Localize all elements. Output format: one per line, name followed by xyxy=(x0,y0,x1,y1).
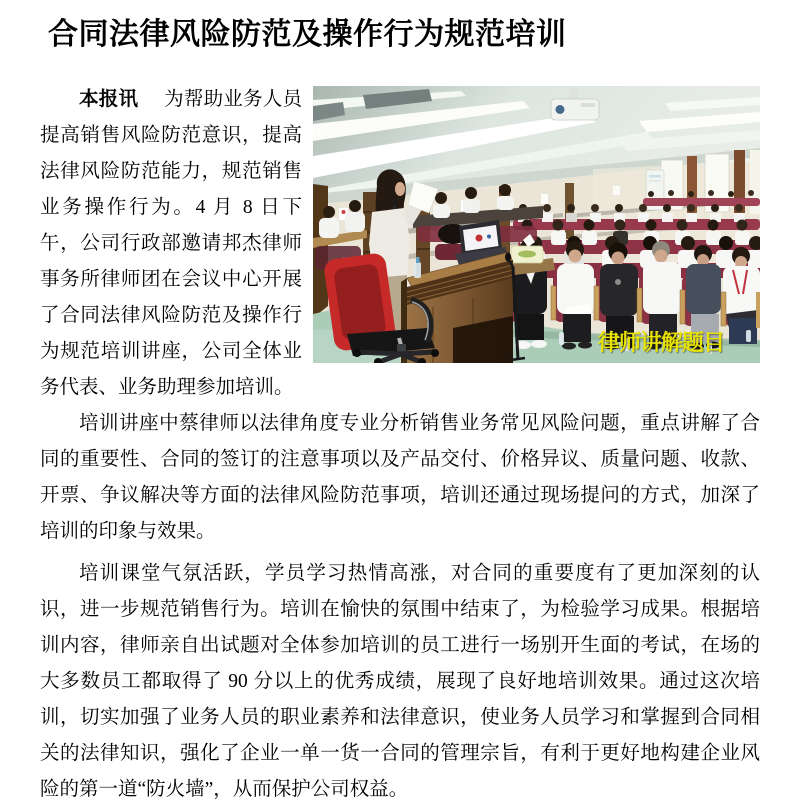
article-body xyxy=(40,82,760,808)
page-title: 合同法律风险防范及操作行为规范培训 xyxy=(48,18,567,51)
paragraph-lead: 本报讯 xyxy=(79,89,139,110)
article-paragraph-1 xyxy=(40,82,760,406)
paragraph-1-text: 为帮助业务人员提高销售风险防范意识，提高法律风险防范能力，规范销售业务操作行为。4 月 8 日下午，公司行政部邀请邦杰律师事务所律师团在会议中心开展了合同法律风险防范及操作行为规范培训讲座，公司全体业务代表、业务助理参加培训。 xyxy=(40,89,302,398)
lecture-hall-illustration xyxy=(313,86,760,363)
photo-caption: 律师讲解题目 xyxy=(597,330,724,355)
article-paragraph-2: 培训讲座中蔡律师以法律角度专业分析销售业务常见风险问题，重点讲解了合同的重要性、合同的签订的注意事项以及产品交付、价格异议、质量问题、收款、开票、争议解决等方面的法律风险防范事项，培训还通过现场提问的方式，加深了培训的印象与效果。 xyxy=(40,413,760,542)
training-photo xyxy=(313,86,760,363)
article-paragraph-3: 培训课堂气氛活跃，学员学习热情高涨，对合同的重要度有了更加深刻的认识，进一步规范销售行为。培训在愉快的氛围中结束了，为检验学习成果。根据培训内容，律师亲自出试题对全体参加培训的员工进行一场别开生面的考试，在场的大多数员工都取得了 90 分以上的优秀成绩，展现了良好地培训效果。通过这次培训，切实加强了业务人员的职业素养和法律意识，使业务人员学习和掌握到合同相关的法律知识，强化了企业一单一货一合同的管理宗旨，有利于更好地构建企业风险的第一道“防火墙”，从而保护公司权益。 xyxy=(40,563,760,800)
